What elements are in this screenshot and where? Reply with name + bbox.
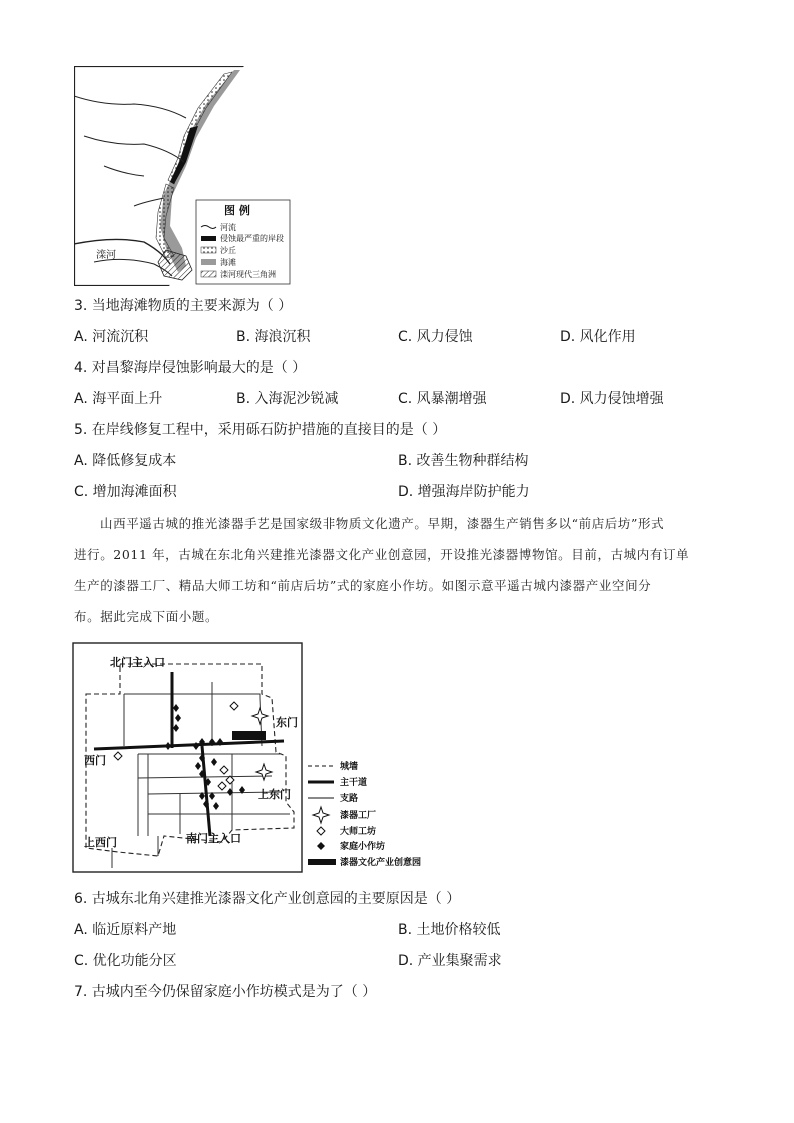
coast-map <box>74 66 292 286</box>
legend-park: 漆器文化产业创意园 <box>340 858 422 868</box>
creative-park-bar <box>232 731 266 740</box>
passage-line-1: 山西平遥古城的推光漆器手艺是国家级非物质文化遗产。早期，漆器生产销售多以“前店后坊”形式 <box>100 516 665 531</box>
q5-option-c[interactable]: C. 增加海滩面积 <box>74 484 177 500</box>
luan-river-label: 滦河 <box>96 250 116 261</box>
city-legend <box>308 760 421 868</box>
south-gate-label: 南门主入口 <box>186 832 241 845</box>
black-bar-icon <box>308 859 336 865</box>
city-map-svg <box>72 642 452 874</box>
legend-river: 河流 <box>220 223 236 232</box>
legend-title: 图 例 <box>224 204 250 217</box>
legend-wall: 城墙 <box>340 762 359 772</box>
hatched-box-icon <box>201 271 216 277</box>
q4-option-b[interactable]: B. 入海泥沙锐减 <box>236 391 339 407</box>
q4-option-d[interactable]: D. 风力侵蚀增强 <box>560 391 664 407</box>
question-6-stem: 6. 古城东北角兴建推光漆器文化产业创意园的主要原因是（ ） <box>74 891 461 907</box>
question-7-stem: 7. 古城内至今仍保留家庭小作坊模式是为了（ ） <box>74 984 377 1000</box>
dotted-box-icon <box>201 247 216 253</box>
q5-option-b[interactable]: B. 改善生物种群结构 <box>398 453 529 469</box>
q5-option-d[interactable]: D. 增强海岸防护能力 <box>398 484 530 500</box>
q3-option-d[interactable]: D. 风化作用 <box>560 329 636 345</box>
passage-line-2: 进行。2011 年，古城在东北角兴建推光漆器文化产业创意园，开设推光漆器博物馆。目前，古城内有订单 <box>74 547 690 562</box>
solid-diamond-icon <box>317 842 325 850</box>
north-gate-label: 北门主入口 <box>110 656 165 669</box>
q3-option-b[interactable]: B. 海浪沉积 <box>236 329 311 345</box>
question-4-stem: 4. 对昌黎海岸侵蚀影响最大的是（ ） <box>74 360 307 376</box>
q6-option-b[interactable]: B. 土地价格较低 <box>398 922 501 938</box>
legend-side-road: 支路 <box>340 794 359 804</box>
legend-master: 大师工坊 <box>340 827 377 837</box>
hollow-diamond-icon <box>317 827 325 835</box>
lower-east-gate-label: 上东门 <box>258 788 291 801</box>
q6-option-a[interactable]: A. 临近原料产地 <box>74 922 177 938</box>
legend-family: 家庭小作坊 <box>340 842 386 852</box>
black-bar-icon <box>201 236 216 241</box>
q4-option-a[interactable]: A. 海平面上升 <box>74 391 163 407</box>
q3-option-c[interactable]: C. 风力侵蚀 <box>398 329 473 345</box>
question-5-stem: 5. 在岸线修复工程中，采用砾石防护措施的直接目的是（ ） <box>74 422 447 438</box>
star-icon <box>313 807 329 823</box>
q3-option-a[interactable]: A. 河流沉积 <box>74 329 149 345</box>
q6-option-c[interactable]: C. 优化功能分区 <box>74 953 177 969</box>
q5-option-a[interactable]: A. 降低修复成本 <box>74 453 177 469</box>
legend-dune: 沙丘 <box>220 246 236 255</box>
west-gate-label: 西门 <box>84 754 106 767</box>
city-map <box>72 642 452 874</box>
legend-eroded: 侵蚀最严重的岸段 <box>220 234 284 243</box>
question-3-stem: 3. 当地海滩物质的主要来源为（ ） <box>74 298 293 314</box>
q6-option-d[interactable]: D. 产业集聚需求 <box>398 953 502 969</box>
legend-main-road: 主干道 <box>340 778 368 788</box>
gray-box-icon <box>201 259 216 265</box>
legend-delta: 滦河现代三角洲 <box>220 270 276 279</box>
east-gate-label: 东门 <box>276 716 298 729</box>
passage-line-4: 布。据此完成下面小题。 <box>74 609 219 624</box>
q4-option-c[interactable]: C. 风暴潮增强 <box>398 391 487 407</box>
passage-line-3: 生产的漆器工厂、精品大师工坊和“前店后坊”式的家庭小作坊。如图示意平遥古城内漆器产业空间分 <box>74 578 652 593</box>
legend-beach: 海滩 <box>220 258 236 267</box>
coast-map-svg <box>74 66 292 286</box>
lower-west-gate-label: 上西门 <box>84 836 117 849</box>
legend-factory: 漆器工厂 <box>340 811 377 821</box>
